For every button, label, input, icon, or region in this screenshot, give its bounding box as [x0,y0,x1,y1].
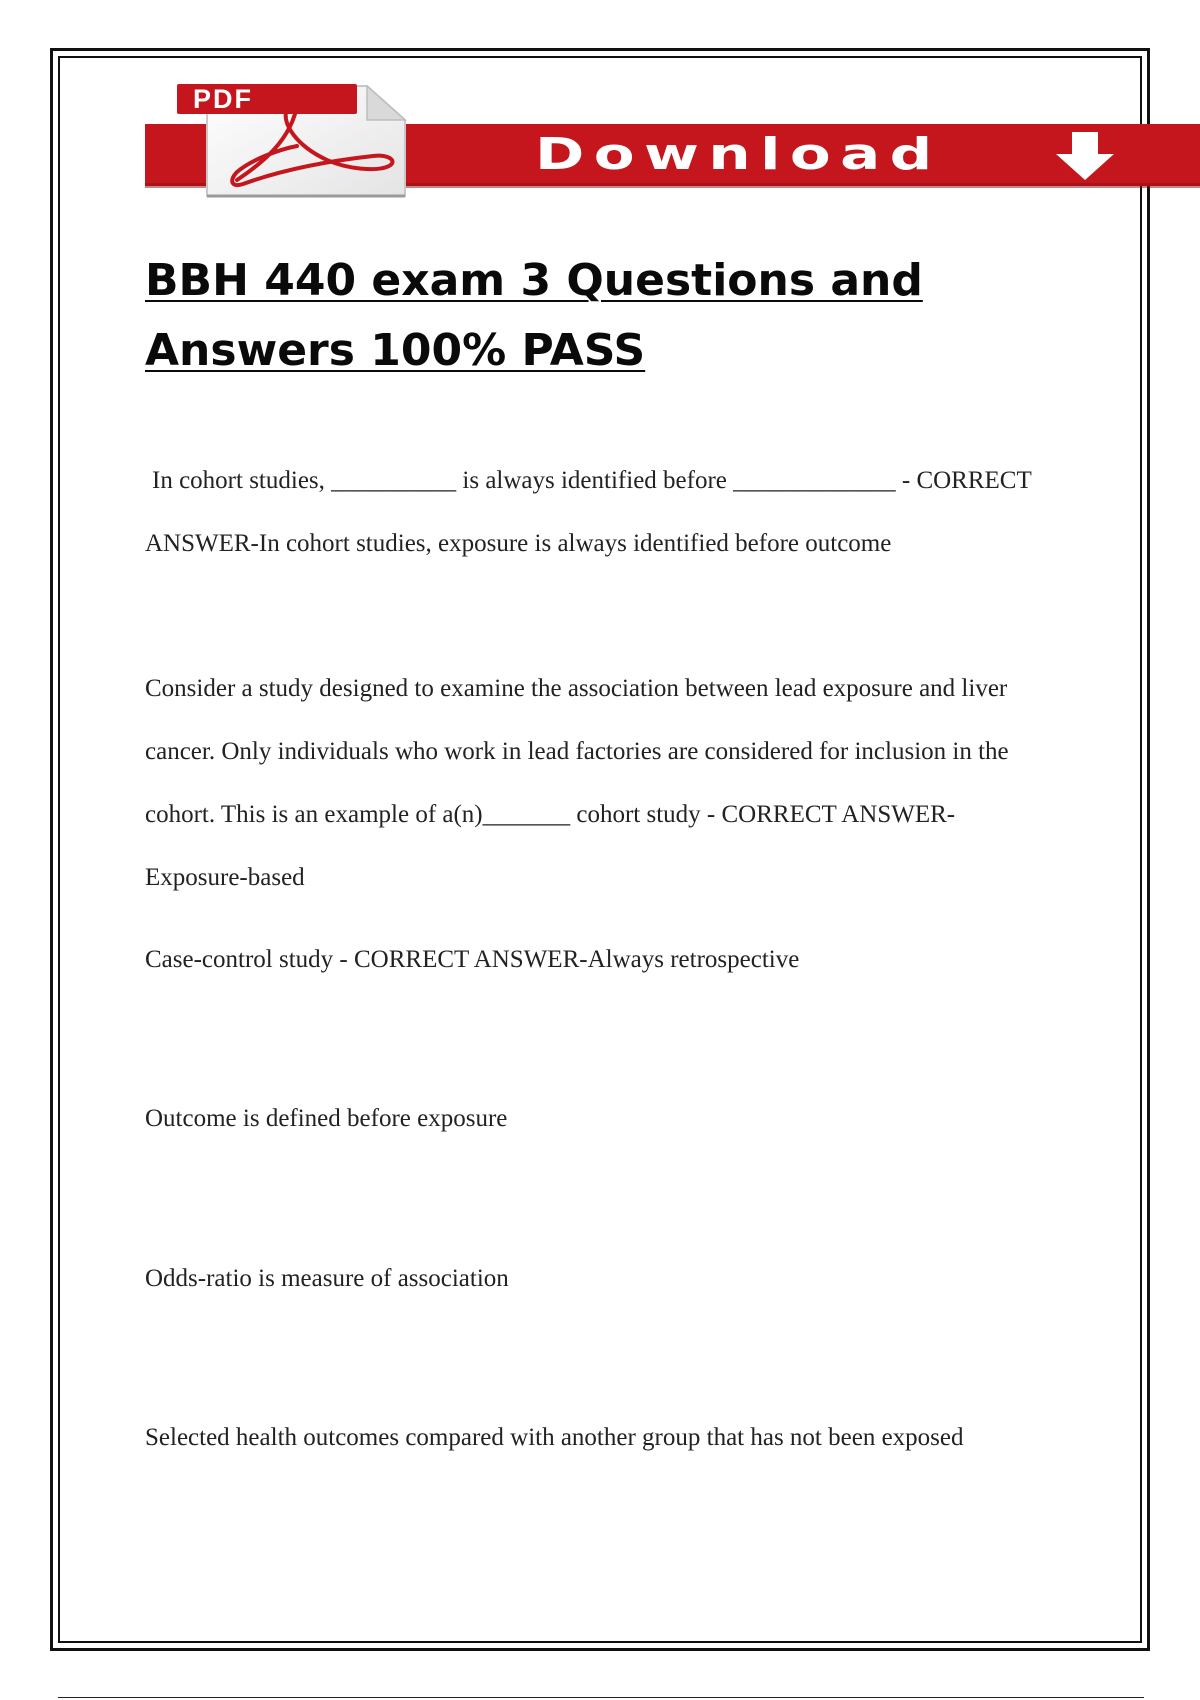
question-answer-item [145,449,1045,575]
answer-item [145,1247,1045,1310]
download-label[interactable]: Download [535,129,942,180]
pdf-download-banner[interactable] [145,80,1200,200]
item-text: Selected health outcomes compared with another group that has not been exposed [145,1424,964,1451]
download-arrow-icon[interactable] [1050,130,1120,182]
item-text: In cohort studies, __________ is always identified before _____________ - CORRECT ANSWER-In cohort studies, exposure is always identified before outcome [145,467,1032,557]
pdf-tag: PDF [177,84,357,114]
item-text: Consider a study designed to examine the association between lead exposure and liver cancer. Only individuals who work in lead factories are considered for inclusion in the cohort. This is an example of a(n)_______ cohort study - CORRECT ANSWER-Exposure-based [145,675,1009,891]
answer-item [145,1087,1045,1150]
title-line-1: BBH 440 exam 3 Questions and [145,255,923,306]
item-text: Odds-ratio is measure of association [145,1265,509,1292]
acrobat-pdf-icon [177,80,409,198]
document-title [145,246,1045,386]
item-text: Case-control study - CORRECT ANSWER-Always retrospective [145,946,800,973]
question-answer-item [145,928,1045,991]
title-line-2: Answers 100% PASS [145,325,646,376]
question-answer-item [145,657,1045,909]
bottom-rule [58,1697,1144,1698]
item-text: Outcome is defined before exposure [145,1105,508,1132]
answer-item [145,1406,1045,1469]
